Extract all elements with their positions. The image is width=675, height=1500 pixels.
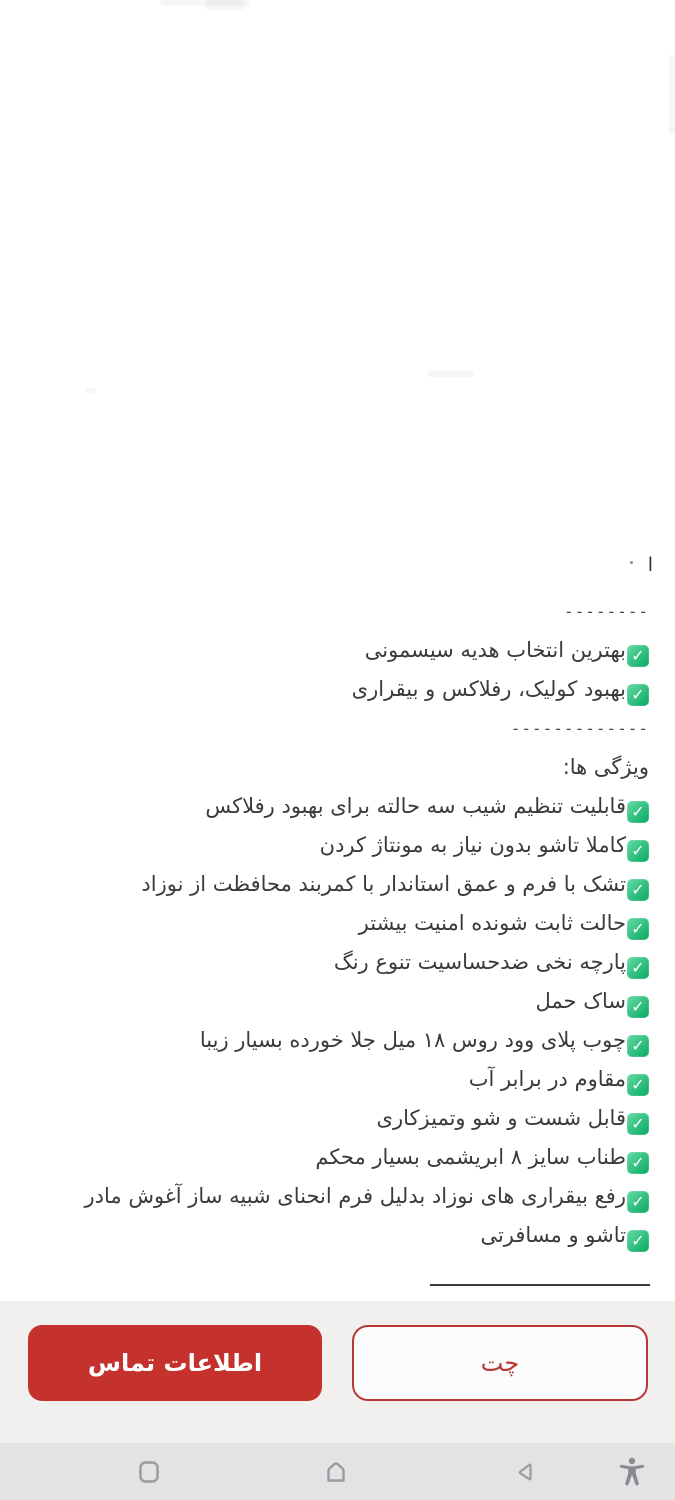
feature-item: [12, 943, 649, 982]
feature-item: [12, 1021, 649, 1060]
feature-item-label: حالت ثابت شونده امنیت بیشتر: [358, 911, 626, 935]
feature-item: [12, 1138, 649, 1177]
feature-item-label: ساک حمل: [535, 989, 626, 1013]
feature-item: [12, 1216, 649, 1255]
check-icon: ✓: [627, 1113, 649, 1135]
action-bar: [0, 1301, 675, 1443]
check-icon: ✓: [627, 1074, 649, 1096]
contact-info-button[interactable]: اطلاعات تماس: [28, 1325, 322, 1401]
check-icon: ✓: [627, 801, 649, 823]
check-icon: ✓: [627, 645, 649, 667]
check-icon: ✓: [627, 1035, 649, 1057]
image-artifact: [428, 370, 474, 377]
feature-item-label: پارچه نخی ضدحساسیت تنوع رنگ: [333, 950, 626, 974]
check-icon: ✓: [627, 918, 649, 940]
feature-item-label: کاملا تاشو بدون نیاز به مونتاژ کردن: [319, 833, 626, 857]
stray-character: ا: [647, 554, 653, 576]
product-description: [0, 592, 675, 1255]
check-icon: ✓: [627, 957, 649, 979]
check-icon: ✓: [627, 996, 649, 1018]
feature-item: [12, 1177, 649, 1216]
feature-item-label: تشک با فرم و عمق استاندار با کمربند محافظت از نوزاد: [141, 872, 626, 896]
divider-dashes: [12, 709, 649, 748]
features-heading: [12, 748, 649, 787]
check-icon: ✓: [627, 879, 649, 901]
feature-item: [12, 1060, 649, 1099]
home-icon[interactable]: [324, 1460, 348, 1484]
feature-item: [12, 787, 649, 826]
feature-item-label: قابل شست و شو وتمیزکاری: [376, 1106, 626, 1130]
feature-item-label: چوب پلای وود روس ۱۸ میل جلا خورده بسیار زیبا: [199, 1028, 626, 1052]
accessibility-icon[interactable]: [617, 1456, 647, 1488]
feature-item: [12, 982, 649, 1021]
section-divider: [430, 1284, 650, 1286]
check-icon: ✓: [627, 684, 649, 706]
image-artifact: [205, 0, 245, 10]
feature-item: [12, 904, 649, 943]
feature-item: [12, 826, 649, 865]
list-item-label: بهبود کولیک، رفلاکس و بیقراری: [351, 677, 626, 701]
list-item: [12, 631, 649, 670]
feature-item-label: رفع بیقراری های نوزاد بدلیل فرم انحنای شبیه ساز آغوش مادر: [84, 1184, 626, 1208]
image-artifact: [630, 561, 633, 564]
check-icon: ✓: [627, 1230, 649, 1252]
chat-button[interactable]: چت: [352, 1325, 648, 1401]
image-artifact: [669, 55, 675, 135]
check-icon: ✓: [627, 1191, 649, 1213]
feature-item: [12, 1099, 649, 1138]
feature-item-label: قابلیت تنظیم شیب سه حالته برای بهبود رفلاکس: [205, 794, 626, 818]
divider-dashes-label: --------: [563, 602, 649, 621]
feature-item: [12, 865, 649, 904]
check-icon: ✓: [627, 840, 649, 862]
android-nav-bar: [0, 1443, 675, 1500]
list-item-label: بهترین انتخاب هدیه سیسمونی: [364, 638, 626, 662]
list-item: [12, 670, 649, 709]
image-artifact: [86, 388, 96, 394]
check-icon: ✓: [627, 1152, 649, 1174]
feature-item-label: طناب سایز ۸ ابریشمی بسیار محکم: [315, 1145, 626, 1169]
divider-dashes: [12, 592, 649, 631]
divider-dashes-label: -------------: [510, 719, 649, 738]
recents-icon[interactable]: [137, 1460, 161, 1484]
feature-item-label: مقاوم در برابر آب: [468, 1067, 626, 1091]
features-heading-label: ویژگی ها:: [562, 755, 649, 779]
back-icon[interactable]: [513, 1460, 537, 1484]
feature-item-label: تاشو و مسافرتی: [480, 1223, 626, 1247]
